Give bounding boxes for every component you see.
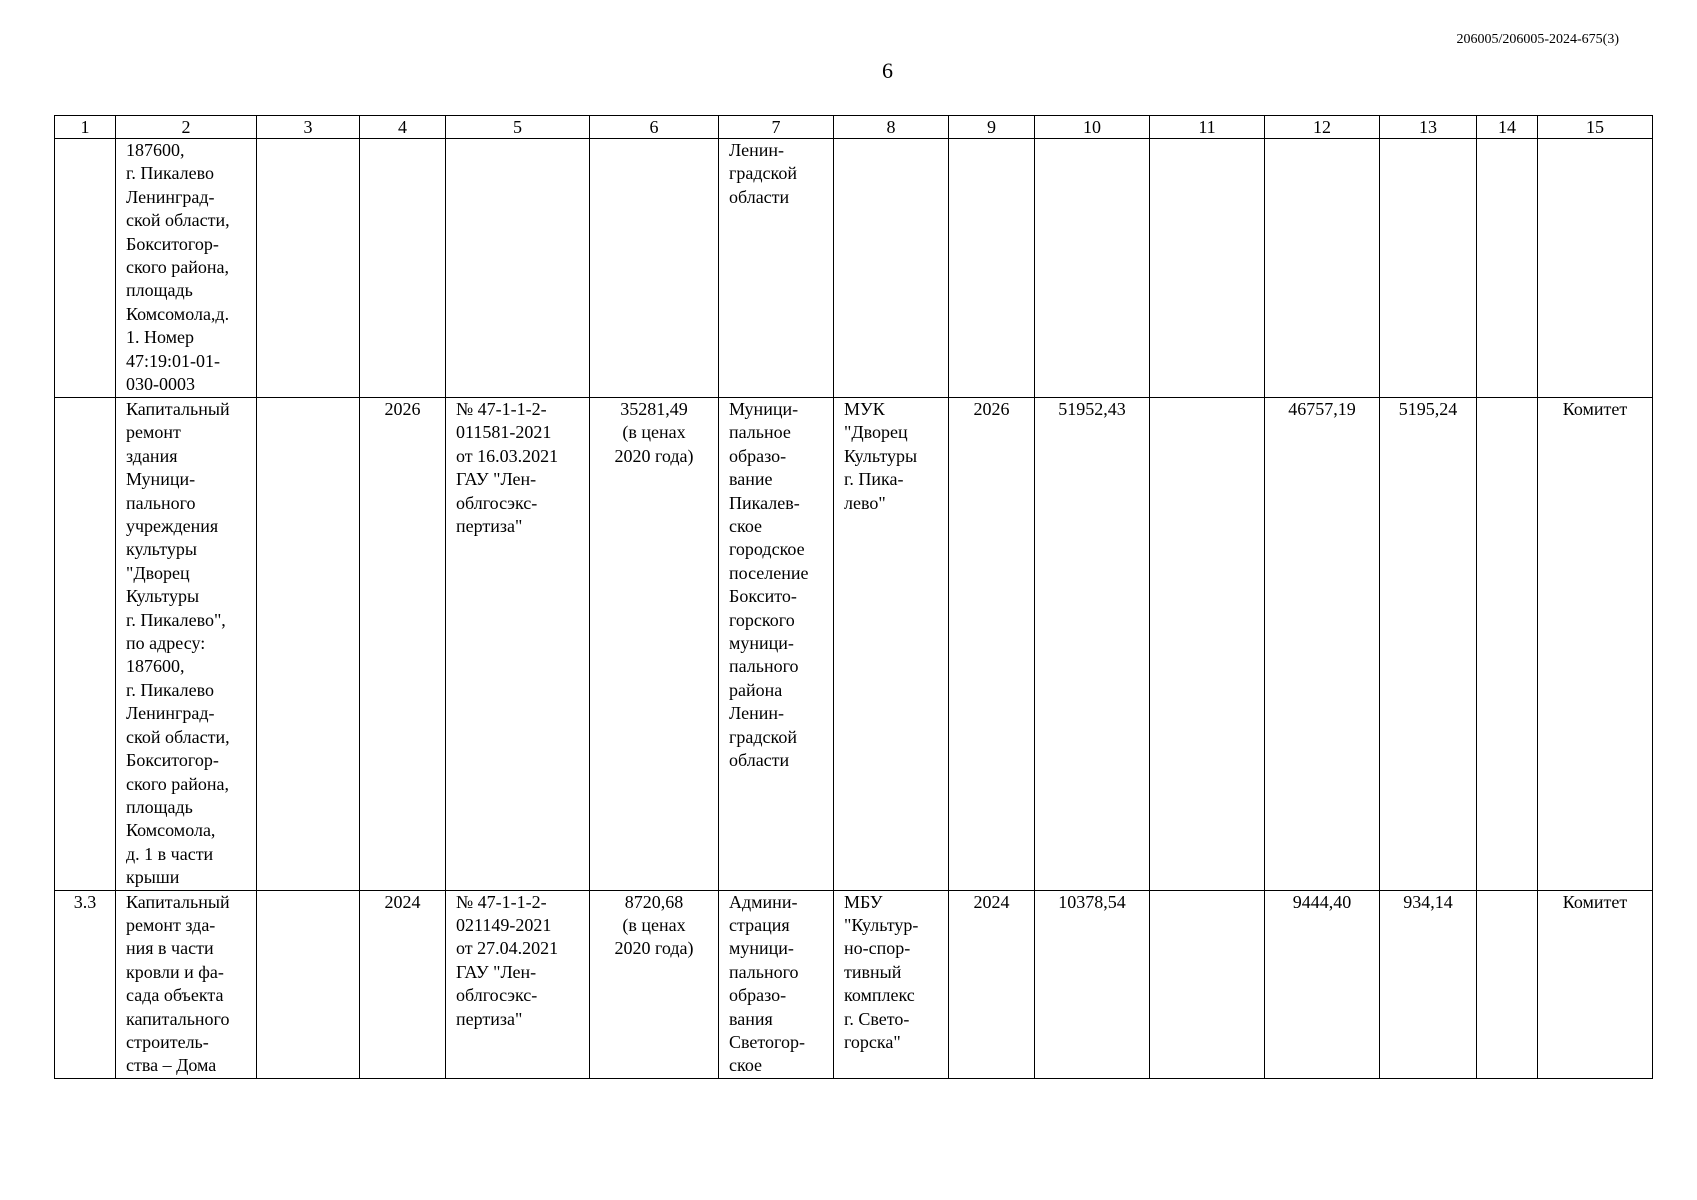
- total-amount-cell: 10378,54: [1058, 891, 1126, 912]
- object-name-cell: Капитальный ремонт здания Муници- пального учреждения культуры "Дворец Культуры г. Пикалево", по адресу: 187600, г. Пикалево Ленинград- ской области, Бокситогор- ского района, площадь Комсомола, д. 1 в части крыши: [126, 399, 230, 888]
- column-header: 8: [834, 116, 949, 139]
- cost-cell: 35281,49 (в ценах 2020 года): [614, 399, 694, 466]
- page-number: 6: [882, 58, 893, 83]
- table-row: [55, 139, 1653, 398]
- data-table: [54, 115, 1653, 1079]
- amount-cell: 9444,40: [1292, 891, 1352, 912]
- responsible-cell: Комитет: [1562, 399, 1628, 419]
- total-amount-cell: 51952,43: [1058, 399, 1126, 419]
- year-cell: 2026: [384, 399, 421, 419]
- institution-cell: МБУ "Культур- но-спор- тивный комплекс г. Свето- горска": [844, 891, 919, 1052]
- year-cell: 2026: [973, 399, 1010, 419]
- column-header: 9: [949, 116, 1035, 139]
- municipality-cell: Админи- страция муници- пального образо- вания Светогор- ское: [729, 891, 805, 1076]
- column-number-row: [55, 116, 1653, 139]
- column-header: 15: [1538, 116, 1653, 139]
- year-cell: 2024: [973, 891, 1010, 912]
- column-header: 7: [719, 116, 834, 139]
- municipality-cell: Муници- пальное образо- вание Пикалев- ское городское поселение Боксито- горского муници- пального района Ленин- градской области: [729, 399, 809, 771]
- amount-cell: 934,14: [1403, 891, 1453, 912]
- expertise-cell: № 47-1-1-2- 021149-2021 от 27.04.2021 ГАУ "Лен- облгосэкс- пертиза": [456, 891, 559, 1029]
- column-header: 3: [257, 116, 360, 139]
- municipality-cell: Ленин- градской области: [729, 140, 797, 207]
- column-header: 4: [360, 116, 446, 139]
- amount-cell: 46757,19: [1288, 399, 1356, 419]
- expertise-cell: № 47-1-1-2- 011581-2021 от 16.03.2021 ГАУ "Лен- облгосэкс- пертиза": [456, 399, 559, 537]
- responsible-cell: Комитет: [1562, 891, 1628, 912]
- column-header: 12: [1265, 116, 1380, 139]
- column-header: 13: [1380, 116, 1477, 139]
- object-name-cell: Капитальный ремонт зда- ния в части кровли и фа- сада объекта капитального строитель- ства – Дома: [126, 891, 230, 1076]
- amount-cell: 5195,24: [1398, 399, 1458, 419]
- column-header: 14: [1477, 116, 1538, 139]
- institution-cell: МУК "Дворец Культуры г. Пика- лево": [844, 399, 918, 513]
- column-header: 5: [446, 116, 590, 139]
- column-header: 10: [1035, 116, 1150, 139]
- column-header: 1: [55, 116, 116, 139]
- table-row: [55, 398, 1653, 891]
- object-name-cell: 187600, г. Пикалево Ленинград- ской области, Бокситогор- ского района, площадь Комсомола,д. 1. Номер 47:19:01-01- 030-0003: [126, 140, 230, 395]
- document-id: 206005/206005-2024-675(3): [1456, 32, 1619, 47]
- cost-cell: 8720,68 (в ценах 2020 года): [614, 891, 694, 959]
- year-cell: 2024: [384, 891, 421, 912]
- column-header: 11: [1150, 116, 1265, 139]
- column-header: 2: [116, 116, 257, 139]
- table-row: [55, 890, 1653, 1078]
- row-number-cell: 3.3: [73, 891, 97, 912]
- column-header: 6: [590, 116, 719, 139]
